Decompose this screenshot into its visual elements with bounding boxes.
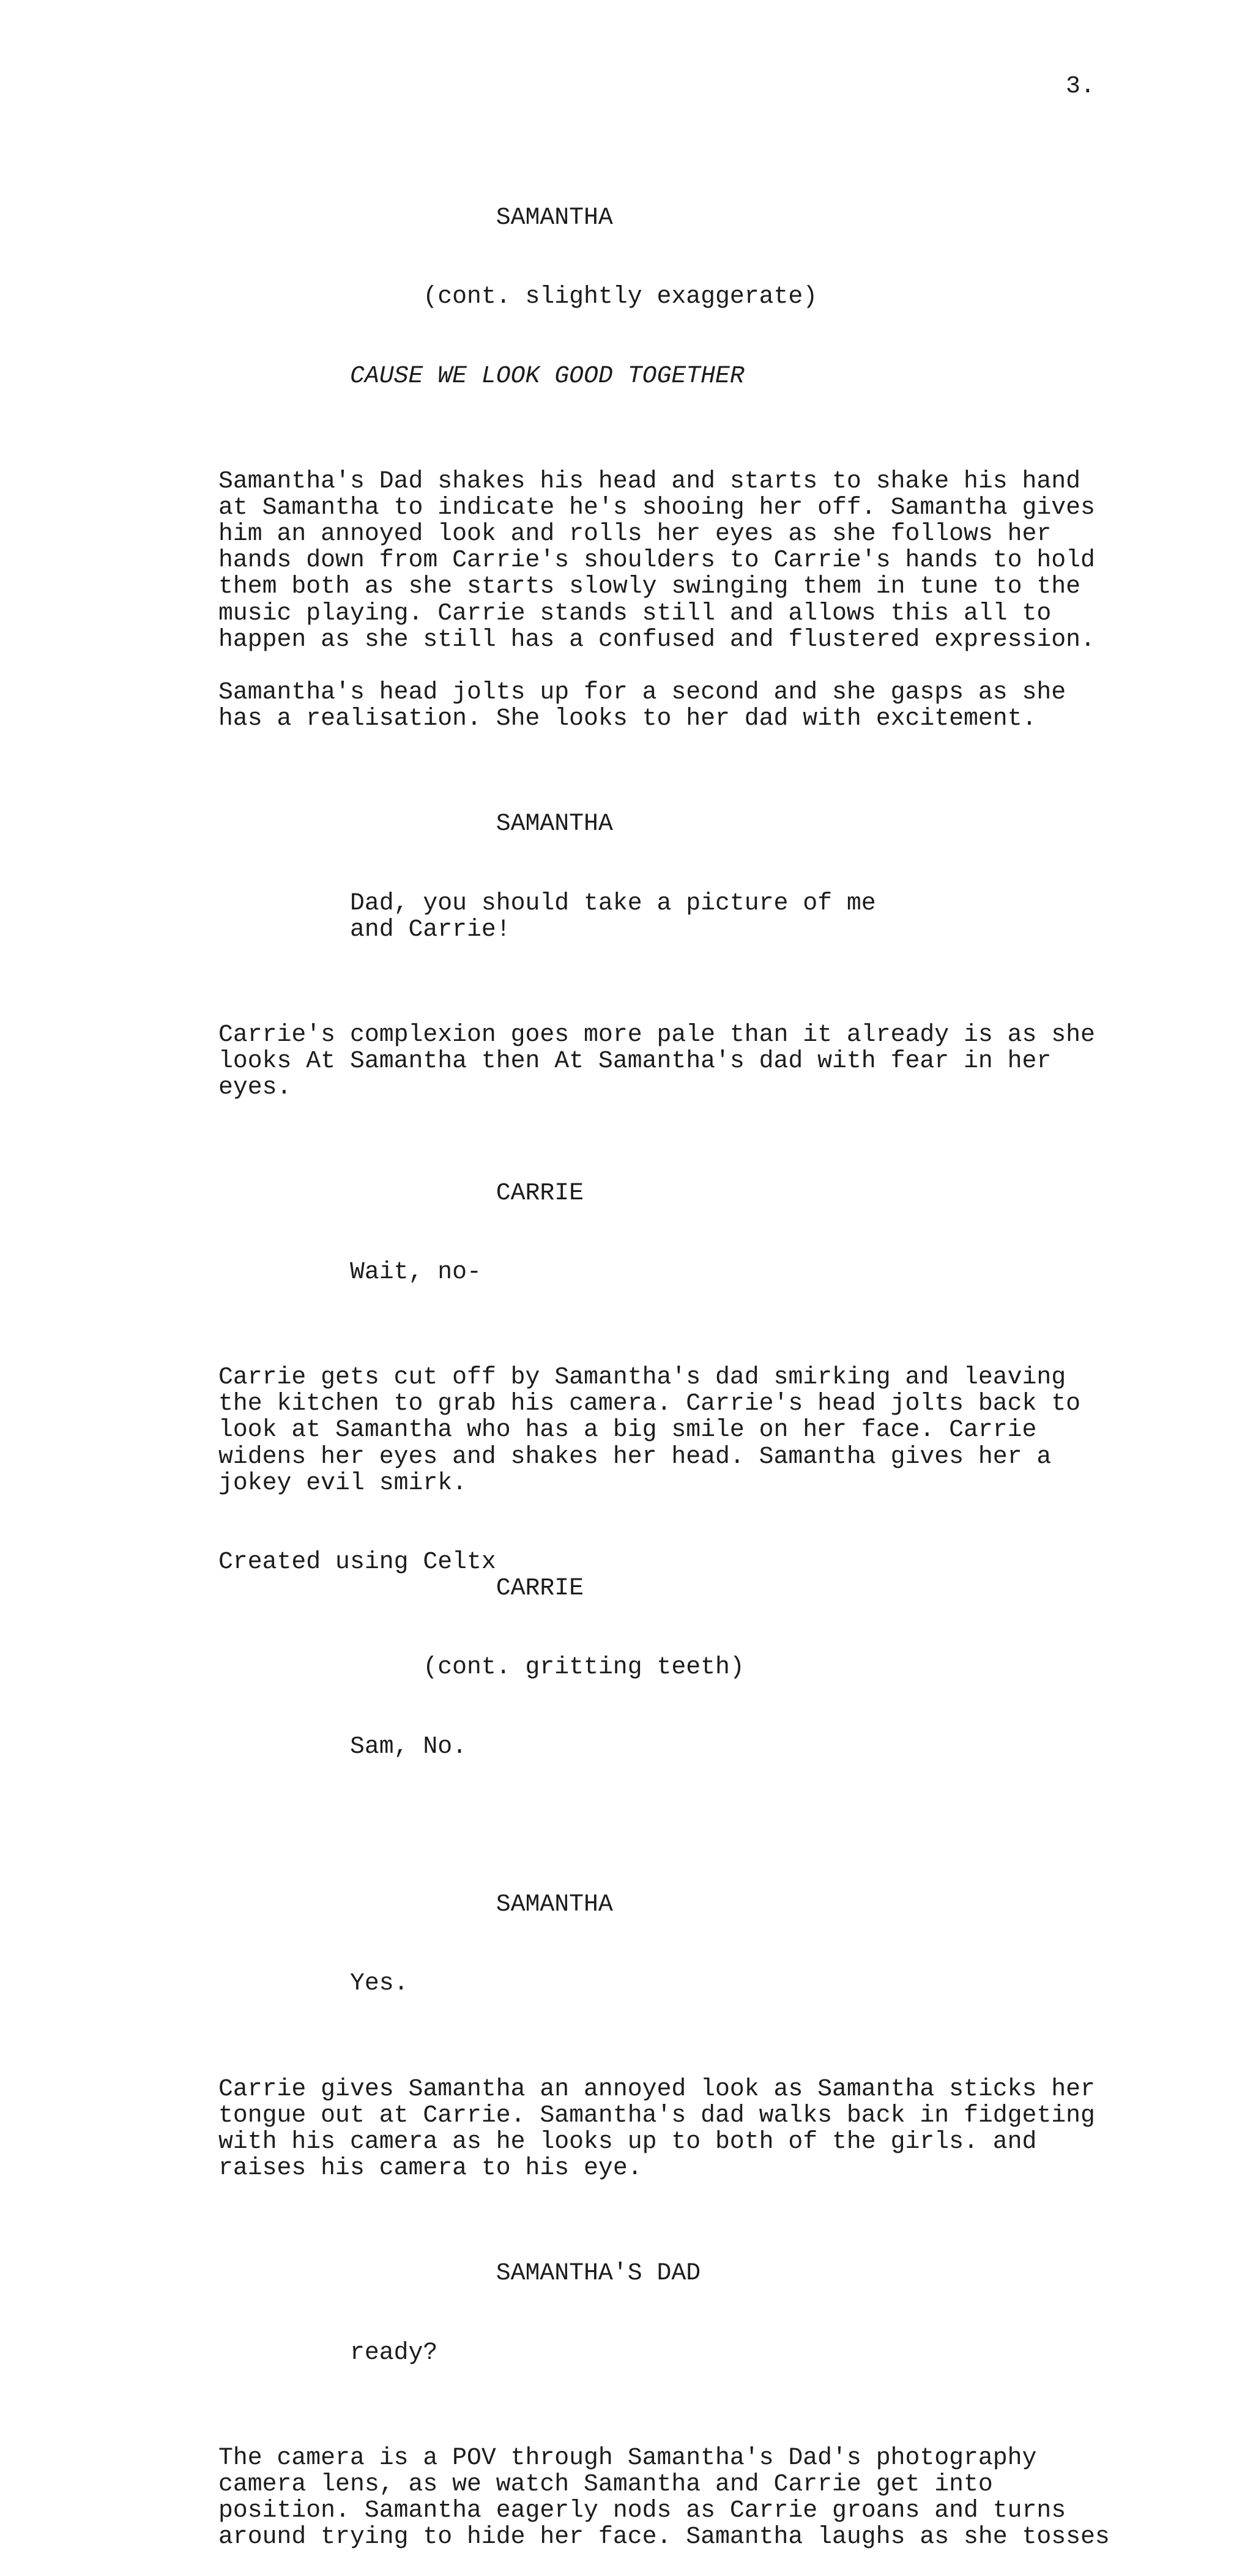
dialogue-block — [218, 1127, 1110, 1338]
character-name: CARRIE — [496, 1179, 584, 1207]
character-name: SAMANTHA — [496, 1890, 613, 1919]
action-paragraph: The camera is a POV through Samantha's Dad's photography camera lens, as we watch Samantha and Carrie get into position. Samantha eagerly nods as Carrie groans and turns around trying to hide her face. Samantha laughs as she tosses — [218, 2443, 1110, 2551]
dialogue-block — [218, 2207, 1110, 2418]
dialogue-text: ready? — [349, 2338, 438, 2366]
parenthetical: (cont. slightly exaggerate) — [423, 283, 818, 311]
character-name: SAMANTHA'S DAD — [496, 2259, 701, 2287]
dialogue-text: Yes. — [349, 1969, 409, 1997]
dialogue-text: CAUSE WE LOOK GOOD TOGETHER — [349, 361, 745, 390]
action-paragraph: Samantha's head jolts up for a second and she gasps as she has a realisation. She looks to her dad with excitement. — [218, 678, 1066, 732]
parenthetical: (cont. gritting teeth) — [423, 1653, 745, 1681]
dialogue-text: Wait, no- — [349, 1257, 481, 1286]
dialogue-block — [218, 152, 1110, 442]
character-name: CARRIE — [496, 1574, 584, 1602]
character-name: SAMANTHA — [496, 810, 613, 838]
footer-credit: Created using Celtx — [218, 1548, 496, 1575]
dialogue-block — [218, 1838, 1110, 2049]
action-paragraph: Carrie gives Samantha an annoyed look as Samantha sticks her tongue out at Carrie. Samantha's dad walks back in fidgeting with his camera as he looks up to both of the girls. and raises his camera to his eye. — [218, 2074, 1095, 2182]
script-body — [218, 152, 1110, 2576]
action-paragraph: Samantha's Dad shakes his head and starts to shake his hand at Samantha to indicate he's shooing her off. Samantha gives him an annoyed look and rolls her eyes as she follows her hands down from Carrie's shoulders to Carrie's hands to hold them both as she starts slowly swinging them in tune to the music playing. Carrie stands still and allows this all to happen as she still has a confused and flustered expression. — [218, 467, 1095, 653]
action-paragraph: Carrie's complexion goes more pale than it already is as she looks At Samantha then At Samantha's dad with fear in her eyes. — [218, 1021, 1095, 1101]
character-name: SAMANTHA — [496, 204, 613, 232]
dialogue-block — [218, 758, 1110, 995]
action-paragraph: Carrie gets cut off by Samantha's dad smirking and leaving the kitchen to grab his camera. Carrie's head jolts back to look at Samantha who has a big smile on her face. Carrie widens her eyes and shakes her head. Samantha gives her a jokey evil smirk. — [218, 1363, 1081, 1497]
dialogue-text: Dad, you should take a picture of me and Carrie! — [349, 889, 876, 943]
page-number: 3. — [1066, 72, 1095, 100]
dialogue-text: Sam, No. — [349, 1732, 467, 1760]
